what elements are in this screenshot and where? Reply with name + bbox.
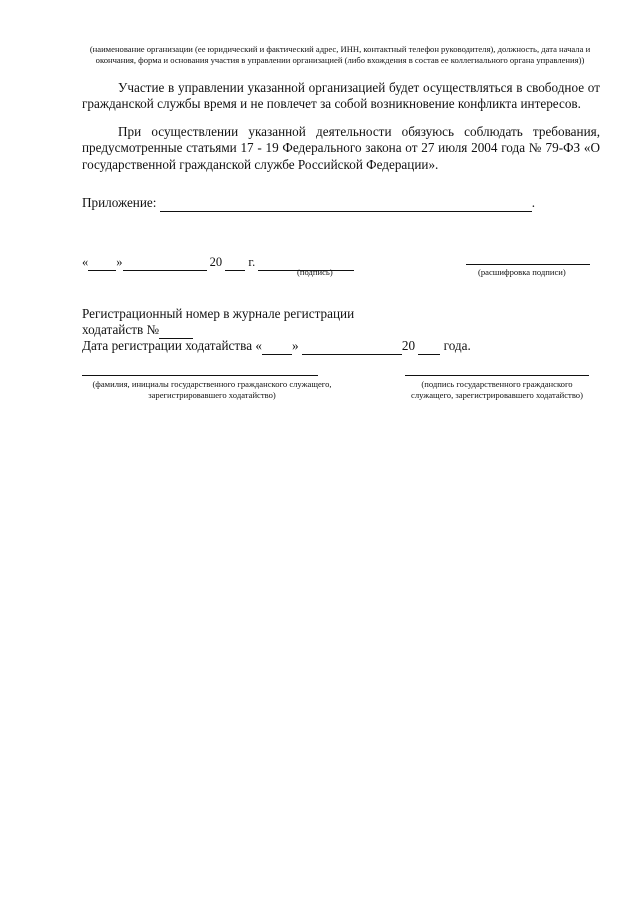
registration-close-quote: » bbox=[291, 338, 299, 353]
attachment-field[interactable] bbox=[160, 195, 532, 212]
organization-caption: (наименование организации (ее юридический и фактический адрес, ИНН, контактный телефон руководителя), должность, дата начала и окончания, форма и основания участия в управлении организацией (либо вхождения в состав ее коллегиального органа управления)) bbox=[89, 44, 591, 65]
year-field[interactable] bbox=[225, 255, 245, 271]
decode-label: (расшифровка подписи) bbox=[478, 267, 566, 277]
registrar-name-field[interactable] bbox=[82, 375, 318, 376]
year-suffix: г. bbox=[248, 255, 256, 269]
attachment-label: Приложение: bbox=[82, 195, 157, 210]
registration-day-field[interactable] bbox=[262, 338, 292, 355]
decode-field[interactable] bbox=[466, 264, 590, 265]
registration-year-prefix: 20 bbox=[401, 338, 416, 353]
paragraph-obligation: При осуществлении указанной деятельности обязуюсь соблюдать требования, предусмотренные статьями 17 - 19 Федерального закона от 27 июля 2004 года № 79-ФЗ «О государственной гражданской службе Российской Федерации». bbox=[82, 124, 600, 172]
month-field[interactable] bbox=[123, 255, 207, 271]
attachment-row bbox=[82, 195, 535, 212]
signature-label: (подпись) bbox=[297, 267, 333, 277]
registrar-signature-field[interactable] bbox=[405, 375, 589, 376]
registration-date-row bbox=[82, 338, 471, 355]
day-field[interactable] bbox=[88, 255, 116, 271]
registration-line2 bbox=[82, 322, 193, 339]
registration-number-label: ходатайств № bbox=[82, 322, 160, 337]
registration-number-field[interactable] bbox=[159, 322, 193, 339]
registration-date-label: Дата регистрации ходатайства « bbox=[82, 338, 262, 353]
close-quote: » bbox=[116, 255, 123, 269]
registration-year-suffix: года. bbox=[443, 338, 471, 353]
attachment-tail: . bbox=[531, 195, 536, 210]
paragraph-participation: Участие в управлении указанной организацией будет осуществляться в свободное от гражданской службы время и не повлечет за собой возникновение конфликта интересов. bbox=[82, 80, 600, 112]
registration-line1: Регистрационный номер в журнале регистрации bbox=[82, 306, 355, 321]
registration-year-field[interactable] bbox=[418, 338, 440, 355]
year-prefix: 20 bbox=[209, 255, 223, 269]
open-quote: « bbox=[82, 255, 89, 269]
registrar-name-caption: (фамилия, инициалы государственного гражданского служащего, зарегистрировавшего ходатайство) bbox=[92, 379, 332, 400]
registrar-signature-caption: (подпись государственного гражданского служащего, зарегистрировавшего ходатайство) bbox=[411, 379, 583, 400]
registration-month-field[interactable] bbox=[302, 338, 402, 355]
